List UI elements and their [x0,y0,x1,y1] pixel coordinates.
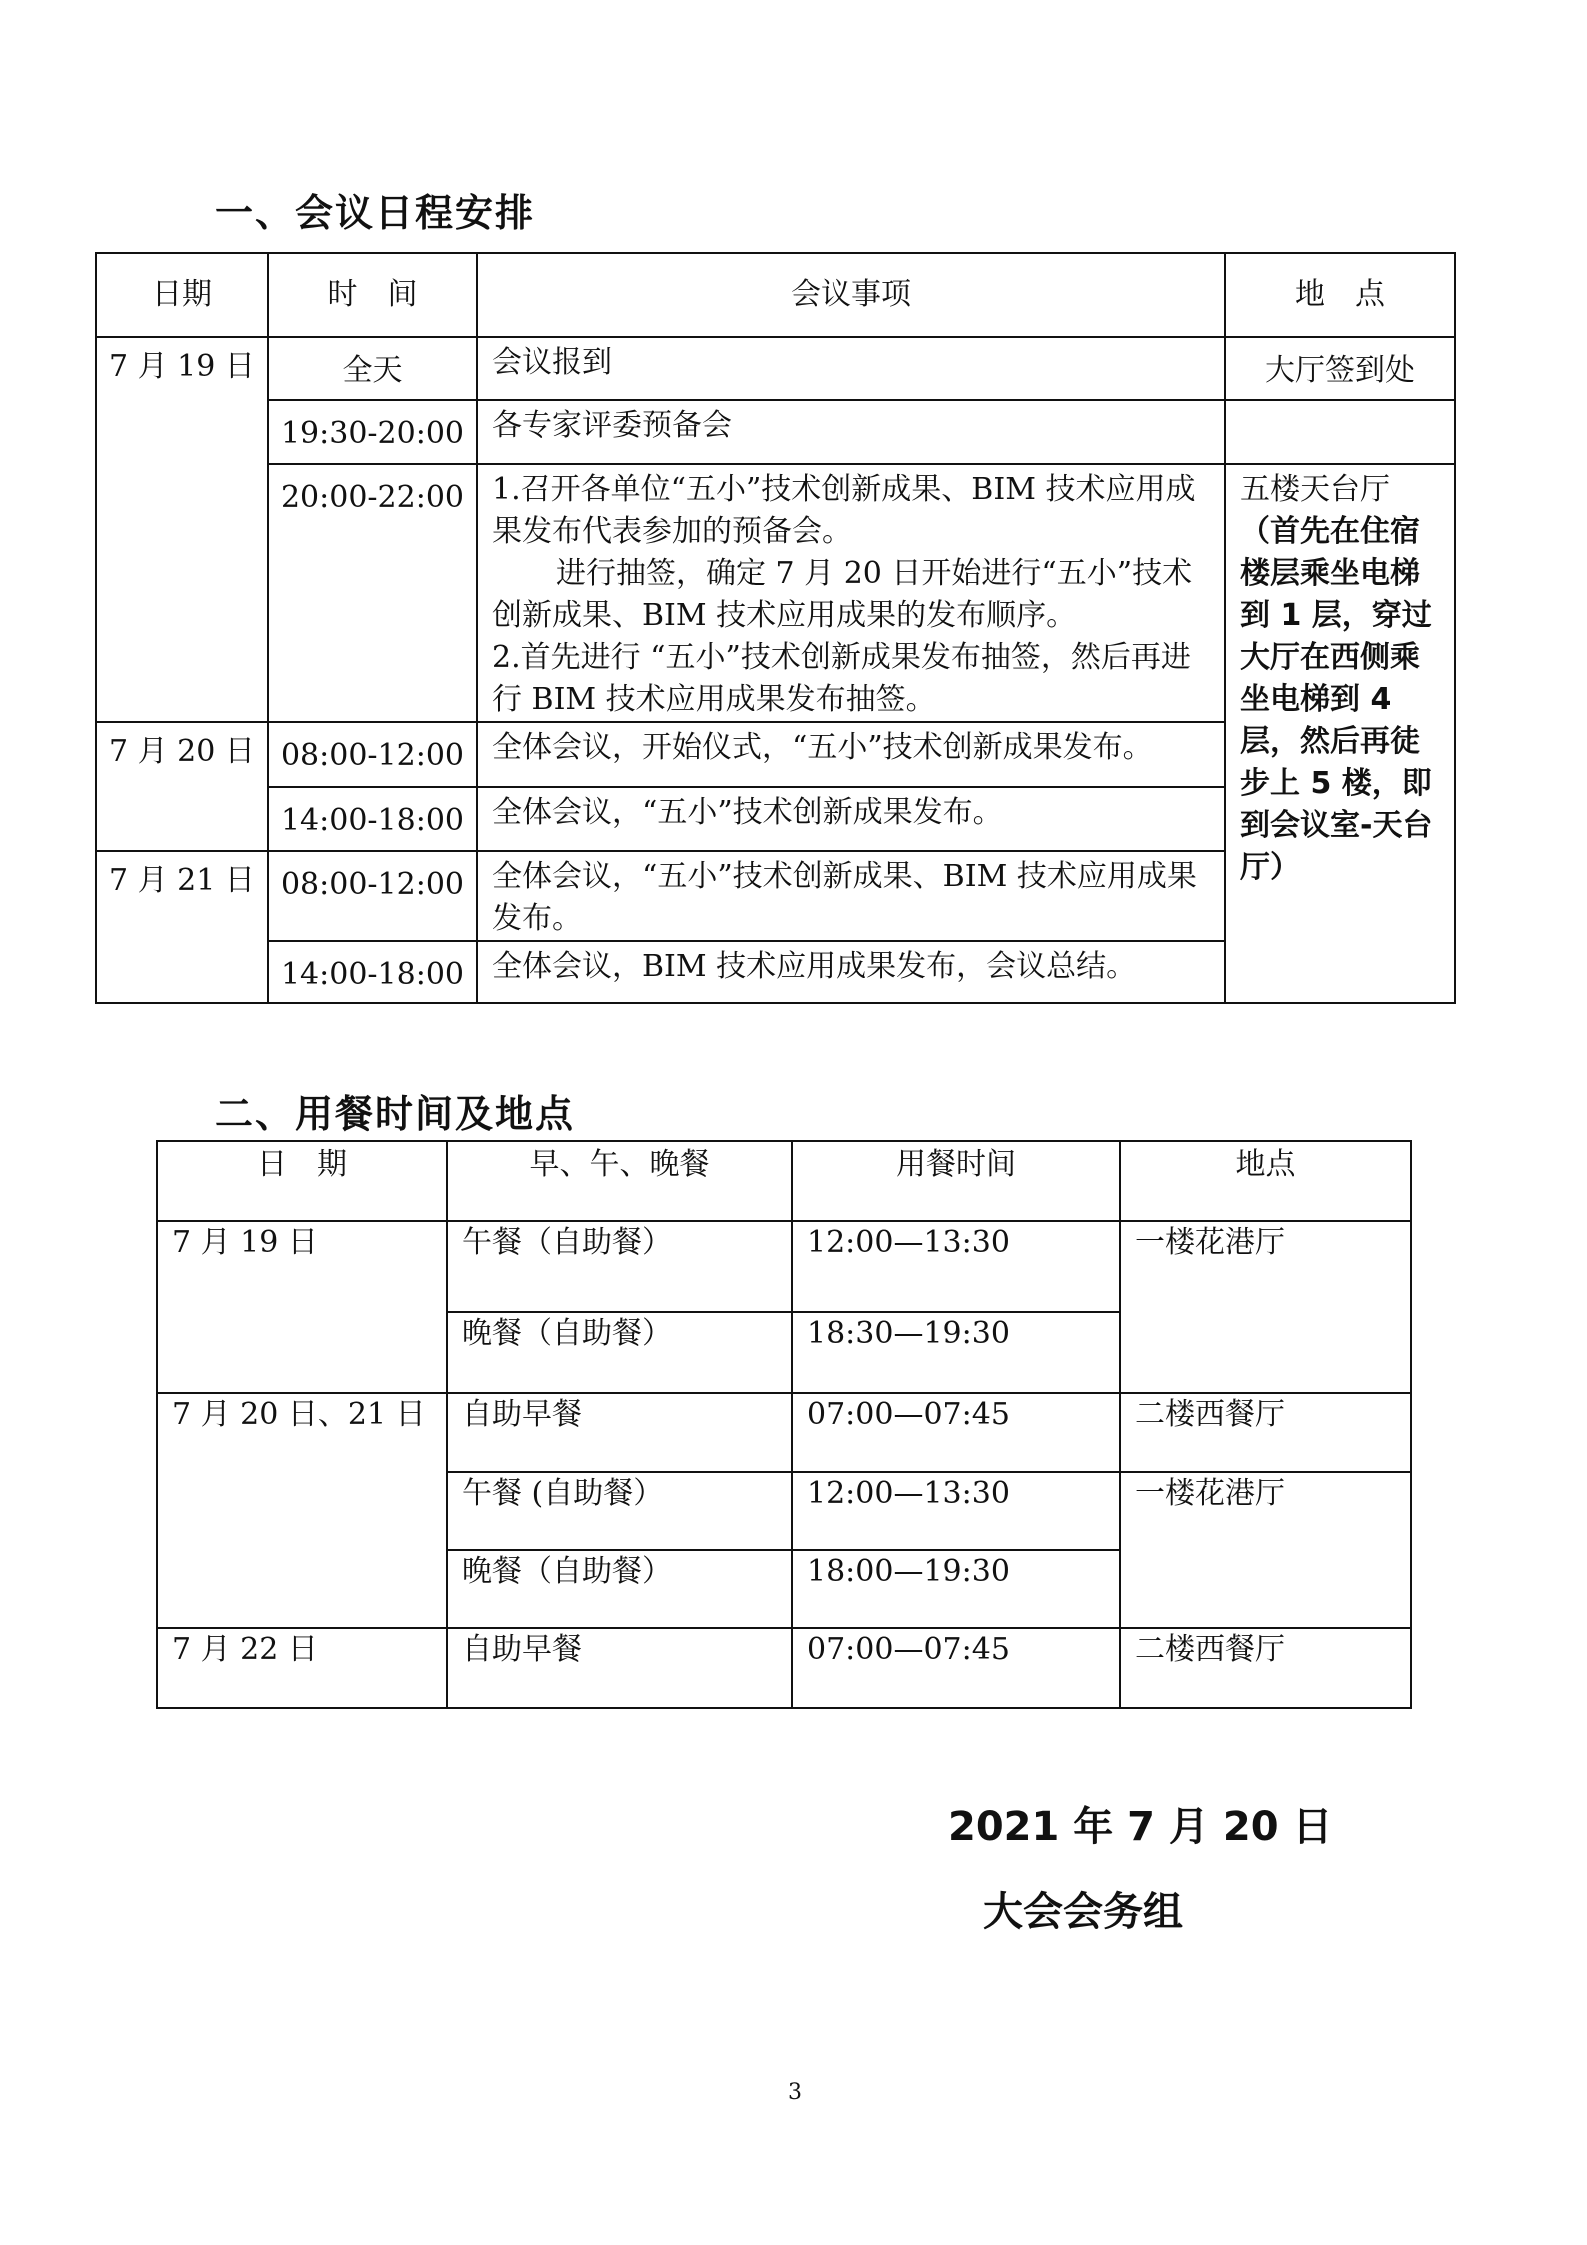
header-item: 会议事项 [477,253,1225,337]
place-cell: 一楼花港厅 [1120,1472,1411,1628]
time-cell: 07:00—07:45 [792,1393,1120,1472]
time-cell: 08:00-12:00 [268,722,477,787]
table-header-row [96,253,1455,337]
time-cell: 全天 [268,337,477,400]
meal-cell: 晚餐（自助餐） [447,1550,792,1628]
venue-name: 五楼天台厅 [1240,472,1390,507]
table-row [96,464,1455,722]
time-cell: 12:00—13:30 [792,1472,1120,1550]
time-cell: 19:30-20:00 [268,400,477,464]
date-cell: 7 月 22 日 [157,1628,447,1708]
dining-schedule-table [156,1140,1412,1709]
table-row [157,1393,1411,1472]
table-row [96,337,1455,400]
table-row [157,1221,1411,1312]
venue-cell [1225,464,1455,1003]
table-row [157,1628,1411,1708]
meal-cell: 午餐（自助餐） [447,1221,792,1312]
table-row [96,400,1455,464]
time-cell: 18:00—19:30 [792,1550,1120,1628]
meal-cell: 自助早餐 [447,1628,792,1708]
time-cell: 18:30—19:30 [792,1312,1120,1393]
item-cell: 全体会议，“五小”技术创新成果发布。 [477,787,1225,851]
item-cell: 会议报到 [477,337,1225,400]
item-text: 进行抽签，确定 7 月 20 日开始进行“五小”技术创新成果、BIM 技术应用成果的发布顺序。 [492,556,1193,633]
item-text: 2.首先进行 “五小”技术创新成果发布抽签，然后再进行 BIM 技术应用成果发布抽签。 [492,640,1191,717]
meeting-schedule-table [95,252,1456,1004]
place-cell: 二楼西餐厅 [1120,1628,1411,1708]
place-cell-empty [1225,400,1455,464]
date-cell: 7 月 19 日 [96,337,268,722]
item-cell [477,464,1225,722]
meal-cell: 晚餐（自助餐） [447,1312,792,1393]
header-place: 地点 [1120,1141,1411,1221]
place-cell: 一楼花港厅 [1120,1221,1411,1393]
date-cell: 7 月 21 日 [96,851,268,1003]
item-cell: 全体会议，BIM 技术应用成果发布，会议总结。 [477,941,1225,1003]
date-cell: 7 月 20 日、21 日 [157,1393,447,1628]
schedule-section-title: 一、会议日程安排 [215,191,536,235]
time-cell: 14:00-18:00 [268,787,477,851]
header-meal: 早、午、晚餐 [447,1141,792,1221]
header-date: 日期 [96,253,268,337]
signature-organization: 大会会务组 [983,1889,1183,1935]
time-cell: 14:00-18:00 [268,941,477,1003]
item-cell: 各专家评委预备会 [477,400,1225,464]
venue-directions: （首先在住宿楼层乘坐电梯到 1 层，穿过大厅在西侧乘坐电梯到 4 层，然后再徒步上 5 楼，即到会议室-天台厅） [1240,514,1433,885]
header-time: 用餐时间 [792,1141,1120,1221]
time-cell: 20:00-22:00 [268,464,477,722]
header-date: 日 期 [157,1141,447,1221]
date-cell: 7 月 20 日 [96,722,268,851]
header-time: 时 间 [268,253,477,337]
item-text: 1.召开各单位“五小”技术创新成果、BIM 技术应用成果发布代表参加的预备会。 [492,472,1196,549]
header-place: 地 点 [1225,253,1455,337]
meal-cell: 午餐 (自助餐） [447,1472,792,1550]
place-cell: 二楼西餐厅 [1120,1393,1411,1472]
place-cell: 大厅签到处 [1225,337,1455,400]
time-cell: 07:00—07:45 [792,1628,1120,1708]
table-header-row [157,1141,1411,1221]
signature-date: 2021 年 7 月 20 日 [948,1804,1333,1850]
time-cell: 08:00-12:00 [268,851,477,941]
dining-section-title: 二、用餐时间及地点 [215,1092,576,1136]
meal-cell: 自助早餐 [447,1393,792,1472]
time-cell: 12:00—13:30 [792,1221,1120,1312]
item-cell: 全体会议，“五小”技术创新成果、BIM 技术应用成果发布。 [477,851,1225,941]
item-cell: 全体会议，开始仪式，“五小”技术创新成果发布。 [477,722,1225,787]
date-cell: 7 月 19 日 [157,1221,447,1393]
page-number: 3 [788,2080,802,2105]
